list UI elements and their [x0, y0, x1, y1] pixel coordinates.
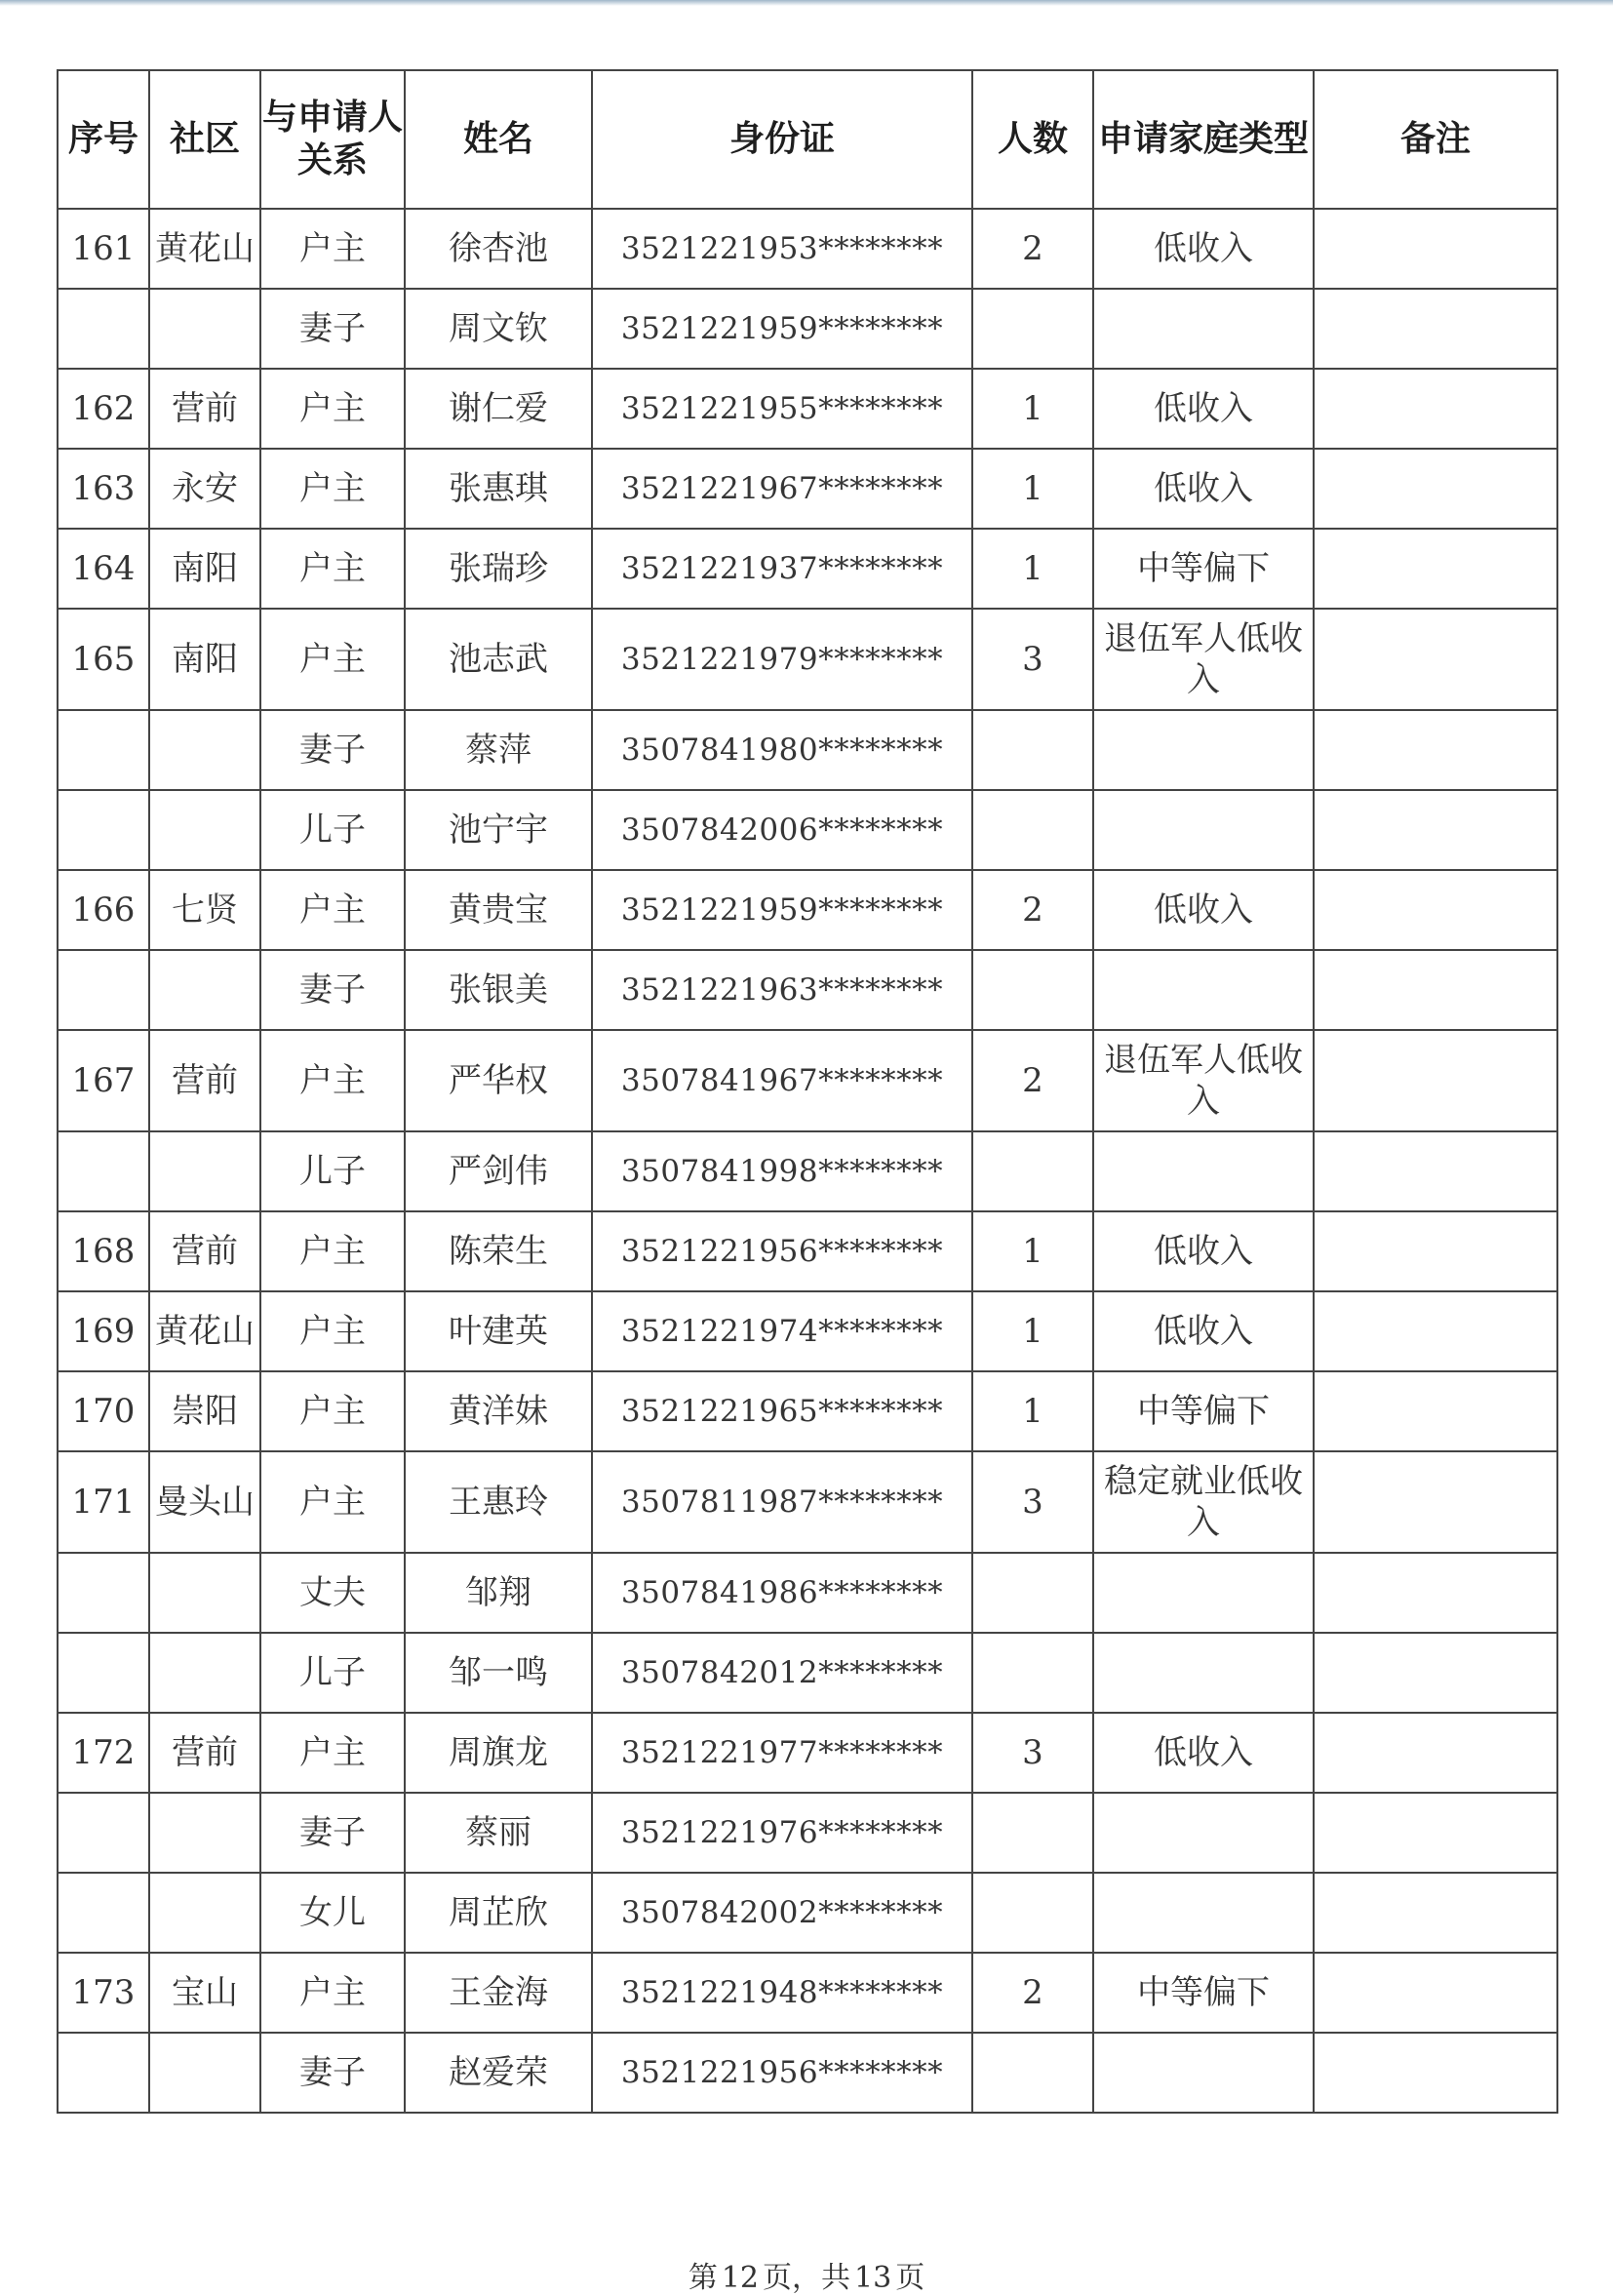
- header-type: 申请家庭类型: [1093, 70, 1314, 209]
- cell-remark: [1314, 609, 1557, 710]
- footer-mid: 页，共: [763, 2261, 850, 2295]
- cell-id: 3521221974********: [592, 1291, 972, 1371]
- cell-community: 宝山: [149, 1953, 260, 2033]
- table-body: [58, 209, 1557, 2113]
- cell-type: 中等偏下: [1093, 529, 1314, 609]
- cell-community: 南阳: [149, 609, 260, 710]
- table-row: [58, 1633, 1557, 1713]
- cell-type: [1093, 1793, 1314, 1873]
- table-row: [58, 790, 1557, 870]
- cell-remark: [1314, 369, 1557, 449]
- cell-community: [149, 1553, 260, 1633]
- cell-community: [149, 710, 260, 790]
- cell-name: 叶建英: [405, 1291, 592, 1371]
- cell-community: 崇阳: [149, 1371, 260, 1451]
- cell-id: 3521221959********: [592, 289, 972, 369]
- cell-community: 黄花山: [149, 209, 260, 289]
- table-row: [58, 529, 1557, 609]
- cell-remark: [1314, 1451, 1557, 1553]
- cell-relation: 户主: [260, 1953, 405, 2033]
- cell-name: 严华权: [405, 1030, 592, 1131]
- table-row: [58, 1131, 1557, 1211]
- cell-type: [1093, 1553, 1314, 1633]
- cell-id: 3507842002********: [592, 1873, 972, 1953]
- cell-seq: [58, 289, 149, 369]
- cell-seq: [58, 1873, 149, 1953]
- table-row: [58, 289, 1557, 369]
- cell-id: 3521221937********: [592, 529, 972, 609]
- cell-relation: 丈夫: [260, 1553, 405, 1633]
- cell-relation: 户主: [260, 1030, 405, 1131]
- cell-count: 2: [972, 209, 1093, 289]
- table-row: [58, 1451, 1557, 1553]
- cell-name: 王金海: [405, 1953, 592, 2033]
- table-row: [58, 1030, 1557, 1131]
- cell-relation: 妻子: [260, 2033, 405, 2113]
- cell-count: [972, 289, 1093, 369]
- cell-count: 2: [972, 1953, 1093, 2033]
- cell-seq: [58, 790, 149, 870]
- cell-count: [972, 710, 1093, 790]
- table-row: [58, 1291, 1557, 1371]
- cell-remark: [1314, 1713, 1557, 1793]
- cell-name: 周芷欣: [405, 1873, 592, 1953]
- cell-id: 3521221976********: [592, 1793, 972, 1873]
- cell-relation: 户主: [260, 870, 405, 950]
- cell-type: 中等偏下: [1093, 1953, 1314, 2033]
- footer-total-pages: 13: [854, 2261, 892, 2295]
- cell-remark: [1314, 1953, 1557, 2033]
- cell-count: [972, 1873, 1093, 1953]
- cell-count: 1: [972, 369, 1093, 449]
- table-row: [58, 1793, 1557, 1873]
- cell-seq: 166: [58, 870, 149, 950]
- cell-remark: [1314, 1291, 1557, 1371]
- cell-id: 3521221953********: [592, 209, 972, 289]
- cell-type: [1093, 710, 1314, 790]
- cell-community: [149, 2033, 260, 2113]
- cell-seq: 161: [58, 209, 149, 289]
- header-count: 人数: [972, 70, 1093, 209]
- cell-id: 3521221956********: [592, 2033, 972, 2113]
- scan-edge: [0, 0, 1613, 6]
- cell-remark: [1314, 449, 1557, 529]
- cell-type: 退伍军人低收入: [1093, 609, 1314, 710]
- table-header: [58, 70, 1557, 209]
- cell-type: 低收入: [1093, 870, 1314, 950]
- table-row: [58, 609, 1557, 710]
- cell-seq: [58, 2033, 149, 2113]
- cell-seq: 170: [58, 1371, 149, 1451]
- cell-community: 营前: [149, 1713, 260, 1793]
- cell-relation: 户主: [260, 369, 405, 449]
- cell-remark: [1314, 1211, 1557, 1291]
- cell-id: 3521221963********: [592, 950, 972, 1030]
- cell-type: [1093, 950, 1314, 1030]
- table-row: [58, 209, 1557, 289]
- cell-count: 1: [972, 1211, 1093, 1291]
- cell-count: [972, 1633, 1093, 1713]
- header-id: 身份证: [592, 70, 972, 209]
- footer-prefix: 第: [688, 2261, 718, 2295]
- cell-count: 3: [972, 1451, 1093, 1553]
- cell-id: 3507841998********: [592, 1131, 972, 1211]
- cell-remark: [1314, 1131, 1557, 1211]
- cell-relation: 户主: [260, 529, 405, 609]
- cell-community: 营前: [149, 1211, 260, 1291]
- cell-community: 南阳: [149, 529, 260, 609]
- cell-id: 3507841986********: [592, 1553, 972, 1633]
- cell-name: 邹一鸣: [405, 1633, 592, 1713]
- cell-name: 黄洋妹: [405, 1371, 592, 1451]
- cell-community: 黄花山: [149, 1291, 260, 1371]
- cell-community: [149, 1873, 260, 1953]
- cell-type: [1093, 790, 1314, 870]
- footer-suffix: 页: [895, 2261, 925, 2295]
- table-row: [58, 1553, 1557, 1633]
- cell-relation: 妻子: [260, 950, 405, 1030]
- cell-relation: 妻子: [260, 289, 405, 369]
- applicant-table: [57, 69, 1558, 2114]
- cell-type: 稳定就业低收入: [1093, 1451, 1314, 1553]
- cell-seq: [58, 1553, 149, 1633]
- table-row: [58, 710, 1557, 790]
- cell-remark: [1314, 1553, 1557, 1633]
- cell-type: 低收入: [1093, 1713, 1314, 1793]
- table-row: [58, 2033, 1557, 2113]
- cell-relation: 户主: [260, 609, 405, 710]
- cell-name: 张惠琪: [405, 449, 592, 529]
- cell-seq: [58, 1131, 149, 1211]
- cell-type: [1093, 2033, 1314, 2113]
- cell-community: [149, 1633, 260, 1713]
- cell-seq: 163: [58, 449, 149, 529]
- cell-type: 低收入: [1093, 369, 1314, 449]
- cell-community: 七贤: [149, 870, 260, 950]
- table-row: [58, 870, 1557, 950]
- cell-count: [972, 950, 1093, 1030]
- cell-seq: 171: [58, 1451, 149, 1553]
- cell-id: 3521221967********: [592, 449, 972, 529]
- cell-count: [972, 1131, 1093, 1211]
- cell-seq: 172: [58, 1713, 149, 1793]
- cell-count: 3: [972, 1713, 1093, 1793]
- cell-id: 3507811987********: [592, 1451, 972, 1553]
- cell-name: 陈荣生: [405, 1211, 592, 1291]
- cell-count: 2: [972, 1030, 1093, 1131]
- cell-seq: [58, 950, 149, 1030]
- cell-name: 周旗龙: [405, 1713, 592, 1793]
- cell-id: 3521221956********: [592, 1211, 972, 1291]
- cell-id: 3507842012********: [592, 1633, 972, 1713]
- cell-type: 低收入: [1093, 1291, 1314, 1371]
- cell-seq: 173: [58, 1953, 149, 2033]
- cell-relation: 户主: [260, 1291, 405, 1371]
- cell-name: 池宁宇: [405, 790, 592, 870]
- cell-count: [972, 790, 1093, 870]
- table-row: [58, 950, 1557, 1030]
- cell-name: 严剑伟: [405, 1131, 592, 1211]
- cell-count: [972, 1553, 1093, 1633]
- header-relation: 与申请人关系: [260, 70, 405, 209]
- cell-remark: [1314, 1793, 1557, 1873]
- cell-seq: 164: [58, 529, 149, 609]
- cell-seq: 162: [58, 369, 149, 449]
- cell-remark: [1314, 1633, 1557, 1713]
- cell-id: 3521221977********: [592, 1713, 972, 1793]
- cell-count: 2: [972, 870, 1093, 950]
- page-footer: [0, 2253, 1613, 2296]
- cell-type: [1093, 1131, 1314, 1211]
- cell-count: 1: [972, 1291, 1093, 1371]
- cell-id: 3507842006********: [592, 790, 972, 870]
- cell-id: 3507841967********: [592, 1030, 972, 1131]
- cell-type: [1093, 1873, 1314, 1953]
- cell-type: 低收入: [1093, 209, 1314, 289]
- cell-relation: 妻子: [260, 1793, 405, 1873]
- cell-type: [1093, 289, 1314, 369]
- cell-relation: 户主: [260, 449, 405, 529]
- cell-relation: 户主: [260, 209, 405, 289]
- table-row: [58, 1713, 1557, 1793]
- cell-count: 1: [972, 449, 1093, 529]
- cell-remark: [1314, 1371, 1557, 1451]
- cell-relation: 儿子: [260, 1131, 405, 1211]
- cell-relation: 女儿: [260, 1873, 405, 1953]
- cell-id: 3507841980********: [592, 710, 972, 790]
- cell-name: 徐杏池: [405, 209, 592, 289]
- cell-name: 张银美: [405, 950, 592, 1030]
- cell-remark: [1314, 289, 1557, 369]
- cell-seq: 169: [58, 1291, 149, 1371]
- cell-name: 蔡丽: [405, 1793, 592, 1873]
- cell-id: 3521221955********: [592, 369, 972, 449]
- cell-community: 营前: [149, 1030, 260, 1131]
- cell-type: 退伍军人低收入: [1093, 1030, 1314, 1131]
- cell-remark: [1314, 710, 1557, 790]
- cell-seq: 165: [58, 609, 149, 710]
- cell-count: [972, 2033, 1093, 2113]
- cell-community: 营前: [149, 369, 260, 449]
- cell-remark: [1314, 529, 1557, 609]
- header-community: 社区: [149, 70, 260, 209]
- cell-name: 黄贵宝: [405, 870, 592, 950]
- cell-count: 1: [972, 529, 1093, 609]
- cell-name: 邹翔: [405, 1553, 592, 1633]
- cell-count: 3: [972, 609, 1093, 710]
- cell-id: 3521221948********: [592, 1953, 972, 2033]
- cell-community: [149, 950, 260, 1030]
- cell-seq: 167: [58, 1030, 149, 1131]
- cell-name: 张瑞珍: [405, 529, 592, 609]
- cell-relation: 户主: [260, 1451, 405, 1553]
- cell-remark: [1314, 2033, 1557, 2113]
- cell-remark: [1314, 209, 1557, 289]
- cell-remark: [1314, 870, 1557, 950]
- cell-type: [1093, 1633, 1314, 1713]
- cell-type: 低收入: [1093, 449, 1314, 529]
- cell-relation: 儿子: [260, 790, 405, 870]
- cell-relation: 户主: [260, 1371, 405, 1451]
- cell-remark: [1314, 1030, 1557, 1131]
- cell-community: [149, 1131, 260, 1211]
- cell-relation: 户主: [260, 1713, 405, 1793]
- cell-community: [149, 289, 260, 369]
- cell-community: [149, 790, 260, 870]
- cell-id: 3521221965********: [592, 1371, 972, 1451]
- cell-remark: [1314, 950, 1557, 1030]
- cell-seq: [58, 1793, 149, 1873]
- table-row: [58, 1953, 1557, 2033]
- header-seq: 序号: [58, 70, 149, 209]
- cell-relation: 妻子: [260, 710, 405, 790]
- table-row: [58, 1873, 1557, 1953]
- cell-name: 谢仁爱: [405, 369, 592, 449]
- table-row: [58, 449, 1557, 529]
- table-row: [58, 1211, 1557, 1291]
- cell-seq: 168: [58, 1211, 149, 1291]
- table-row: [58, 369, 1557, 449]
- cell-community: [149, 1793, 260, 1873]
- cell-id: 3521221959********: [592, 870, 972, 950]
- footer-page-number: 12: [721, 2261, 759, 2295]
- cell-count: [972, 1793, 1093, 1873]
- header-name: 姓名: [405, 70, 592, 209]
- cell-community: 永安: [149, 449, 260, 529]
- cell-remark: [1314, 790, 1557, 870]
- cell-name: 王惠玲: [405, 1451, 592, 1553]
- cell-relation: 户主: [260, 1211, 405, 1291]
- cell-name: 周文钦: [405, 289, 592, 369]
- table-row: [58, 1371, 1557, 1451]
- cell-count: 1: [972, 1371, 1093, 1451]
- cell-type: 中等偏下: [1093, 1371, 1314, 1451]
- cell-relation: 儿子: [260, 1633, 405, 1713]
- cell-id: 3521221979********: [592, 609, 972, 710]
- cell-type: 低收入: [1093, 1211, 1314, 1291]
- cell-community: 曼头山: [149, 1451, 260, 1553]
- cell-seq: [58, 710, 149, 790]
- header-remark: 备注: [1314, 70, 1557, 209]
- cell-remark: [1314, 1873, 1557, 1953]
- cell-seq: [58, 1633, 149, 1713]
- cell-name: 蔡萍: [405, 710, 592, 790]
- cell-name: 池志武: [405, 609, 592, 710]
- cell-name: 赵爱荣: [405, 2033, 592, 2113]
